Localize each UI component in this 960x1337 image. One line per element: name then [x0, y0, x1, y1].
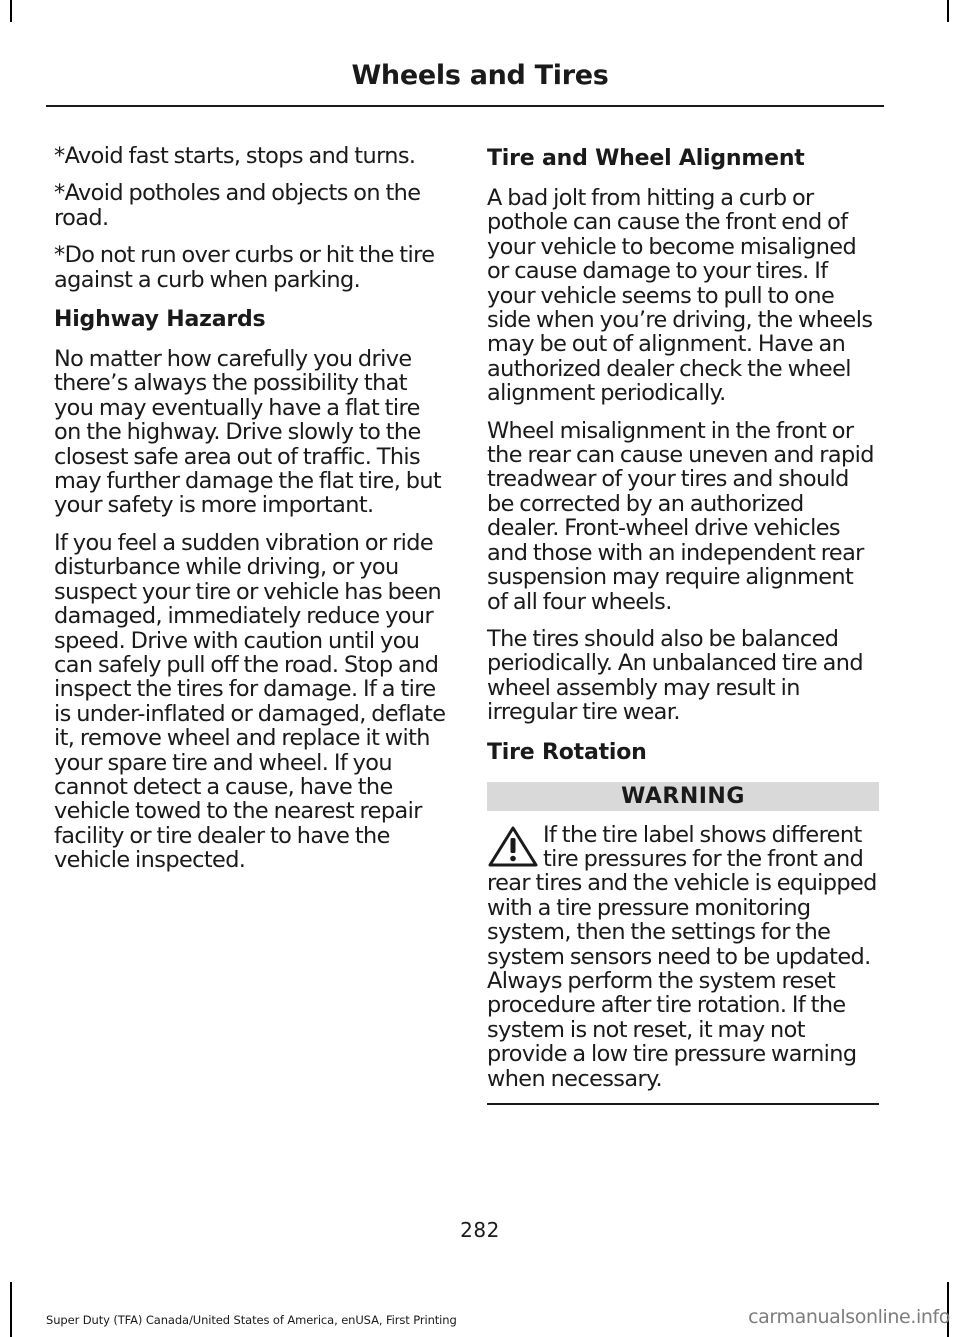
warning-label: WARNING	[487, 782, 879, 811]
watermark: carmanualsonline.info	[748, 1306, 950, 1328]
warning-box	[487, 823, 879, 1105]
tip-fast-starts: *Avoid fast starts, stops and turns.	[54, 143, 416, 169]
crop-mark-top-right	[947, 0, 949, 22]
paragraph-sudden-vibration: If you feel a sudden vibration or ride disturbance while driving, or you suspect your tire or vehicle has been damaged, immediately reduce your speed. Drive with caution until you can safely pull off the road. Stop and inspect the tires for damage. If a tire is under-inflated or damaged, deflate it, remove wheel and replace it with your spare tire and wheel. If you cannot detect a cause, have the vehicle towed to the nearest repair facility or tire dealer to have the vehicle inspected.	[54, 529, 446, 874]
right-column	[487, 144, 879, 1105]
heading-highway-hazards: Highway Hazards	[54, 307, 266, 333]
warning-text: If the tire label shows different tire pressures for the front and rear tires and the vehicle is equipped with a tire pressure monitoring system, then the settings for the system sensors need to be updated. Always perform the system reset procedure after tire rotation. If the system is not reset, it may not provide a low tire pressure warning when necessary.	[487, 821, 877, 1092]
left-column	[54, 144, 448, 886]
paragraph-misalignment: Wheel misalignment in the front or the rear can cause uneven and rapid treadwear of your tires and should be corrected by an authorized dealer. Front-wheel drive vehicles and those with an independent rear suspension may require alignment of all four wheels.	[487, 417, 874, 615]
page-title: Wheels and Tires	[351, 60, 609, 91]
paragraph-flat-tire: No matter how carefully you drive there’s always the possibility that you may eventually have a flat tire on the highway. Drive slowly to the closest safe area out of traffic. This may further damage the flat tire, but your safety is more important.	[54, 346, 442, 519]
tip-potholes: *Avoid potholes and objects on the road.	[54, 180, 421, 231]
warning-bottom-rule	[487, 1103, 879, 1105]
paragraph-balancing: The tires should also be balanced periodically. An unbalanced tire and wheel assembly may result in irregular tire wear.	[487, 625, 863, 726]
header-divider	[46, 105, 884, 107]
crop-mark-top-left	[10, 0, 12, 22]
crop-mark-bottom-left	[10, 1282, 12, 1337]
warning-triangle-icon	[487, 825, 539, 869]
heading-tire-wheel-alignment: Tire and Wheel Alignment	[487, 146, 805, 171]
paragraph-bad-jolt: A bad jolt from hitting a curb or pothole can cause the front end of your vehicle to become misaligned or cause damage to your tires. If your vehicle seems to pull to one side when you’re driving, the wheels may be out of alignment. Have an authorized dealer check the wheel alignment periodically.	[487, 185, 873, 407]
heading-tire-rotation: Tire Rotation	[487, 739, 647, 765]
footer-print-info: Super Duty (TFA) Canada/United States of America, enUSA, First Printing	[46, 1313, 457, 1327]
tip-curbs: *Do not run over curbs or hit the tire against a curb when parking.	[54, 242, 435, 293]
page-number: 282	[460, 1218, 500, 1242]
